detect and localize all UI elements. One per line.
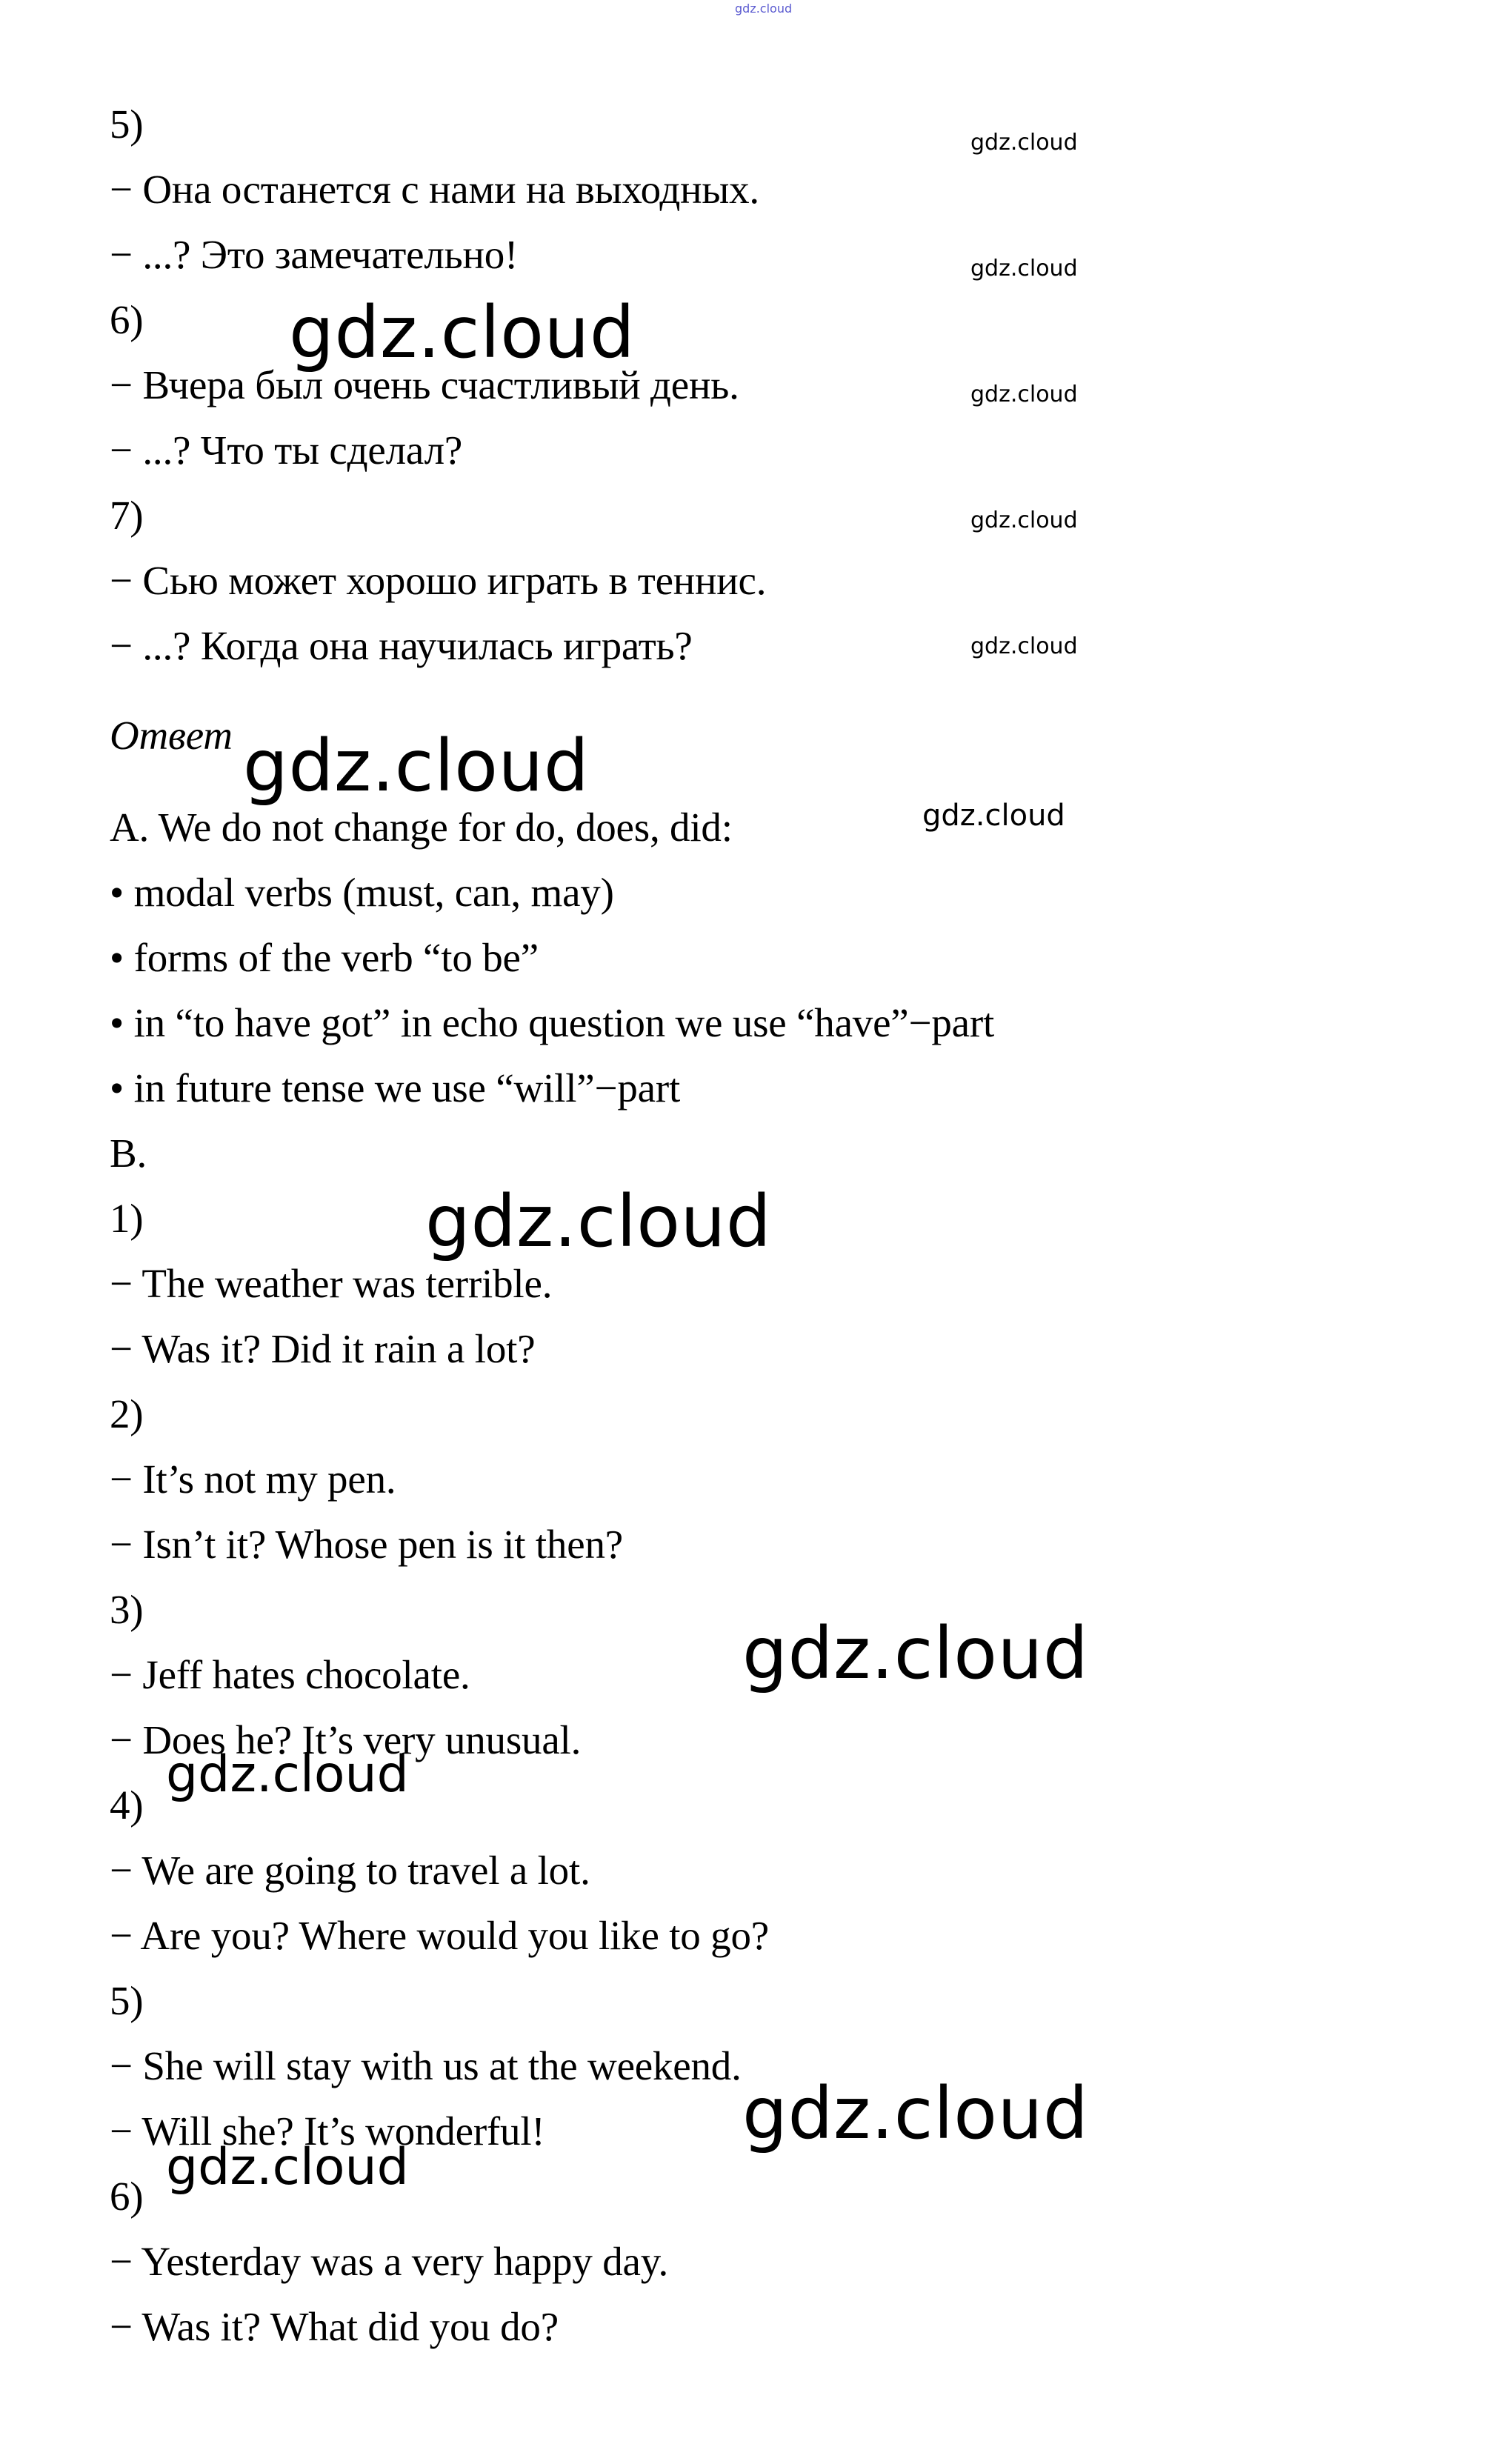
dialogue-line: − Was it? Did it rain a lot?: [110, 1326, 536, 1371]
rule-bullet: • forms of the verb “to be”: [110, 935, 539, 980]
rule-heading: A. We do not change for do, does, did:: [110, 805, 733, 850]
exercise-number: 2): [110, 1391, 144, 1436]
watermark: gdz.cloud: [166, 2138, 409, 2197]
dialogue-line: − Will she? It’s wonderful!: [110, 2108, 545, 2154]
dialogue-line: − Are you? Where would you like to go?: [110, 1913, 769, 1958]
watermark: gdz.cloud: [742, 1612, 1089, 1695]
dialogue-line: − Does he? It’s very unusual.: [110, 1717, 582, 1762]
rule-bullet: • in “to have got” in echo question we use “have”−part: [110, 1000, 995, 1045]
watermark: gdz.cloud: [970, 507, 1078, 533]
watermark: gdz.cloud: [289, 291, 636, 374]
dialogue-line: − Jeff hates chocolate.: [110, 1652, 470, 1697]
section-label: B.: [110, 1131, 147, 1176]
watermark: gdz.cloud: [243, 725, 590, 808]
rule-bullet: • in future tense we use “will”−part: [110, 1065, 681, 1111]
watermark: gdz.cloud: [970, 382, 1078, 407]
watermark: gdz.cloud: [742, 2072, 1089, 2155]
dialogue-line: − ...? Это замечательно!: [110, 232, 519, 277]
dialogue-line: − Сью может хорошо играть в теннис.: [110, 558, 767, 603]
watermark: gdz.cloud: [922, 799, 1065, 833]
dialogue-line: − Она останется с нами на выходных.: [110, 167, 759, 212]
answer-heading: Ответ: [110, 713, 233, 758]
exercise-number: 5): [110, 101, 144, 147]
dialogue-line: − ...? Что ты сделал?: [110, 427, 463, 473]
exercise-number: 3): [110, 1587, 144, 1632]
watermark: gdz.cloud: [425, 1180, 772, 1263]
dialogue-line: − Was it? What did you do?: [110, 2304, 559, 2349]
rule-bullet: • modal verbs (must, can, may): [110, 870, 614, 915]
watermark: gdz.cloud: [970, 130, 1078, 156]
dialogue-line: − It’s not my pen.: [110, 1456, 396, 1502]
watermark: gdz.cloud: [735, 1, 793, 16]
dialogue-line: − The weather was terrible.: [110, 1261, 553, 1306]
dialogue-line: − She will stay with us at the weekend.: [110, 2043, 742, 2088]
exercise-number: 1): [110, 1196, 144, 1241]
watermark: gdz.cloud: [970, 256, 1078, 282]
watermark: gdz.cloud: [970, 633, 1078, 659]
watermark: gdz.cloud: [166, 1745, 409, 1804]
dialogue-line: − Yesterday was a very happy day.: [110, 2239, 669, 2284]
exercise-number: 6): [110, 2174, 144, 2219]
exercise-number: 4): [110, 1782, 144, 1828]
dialogue-line: − We are going to travel a lot.: [110, 1848, 590, 1893]
exercise-number: 5): [110, 1978, 144, 2023]
exercise-number: 7): [110, 493, 144, 538]
dialogue-line: − ...? Когда она научилась играть?: [110, 623, 693, 668]
dialogue-line: − Вчера был очень счастливый день.: [110, 362, 739, 407]
dialogue-line: − Isn’t it? Whose pen is it then?: [110, 1522, 623, 1567]
exercise-number: 6): [110, 297, 144, 342]
